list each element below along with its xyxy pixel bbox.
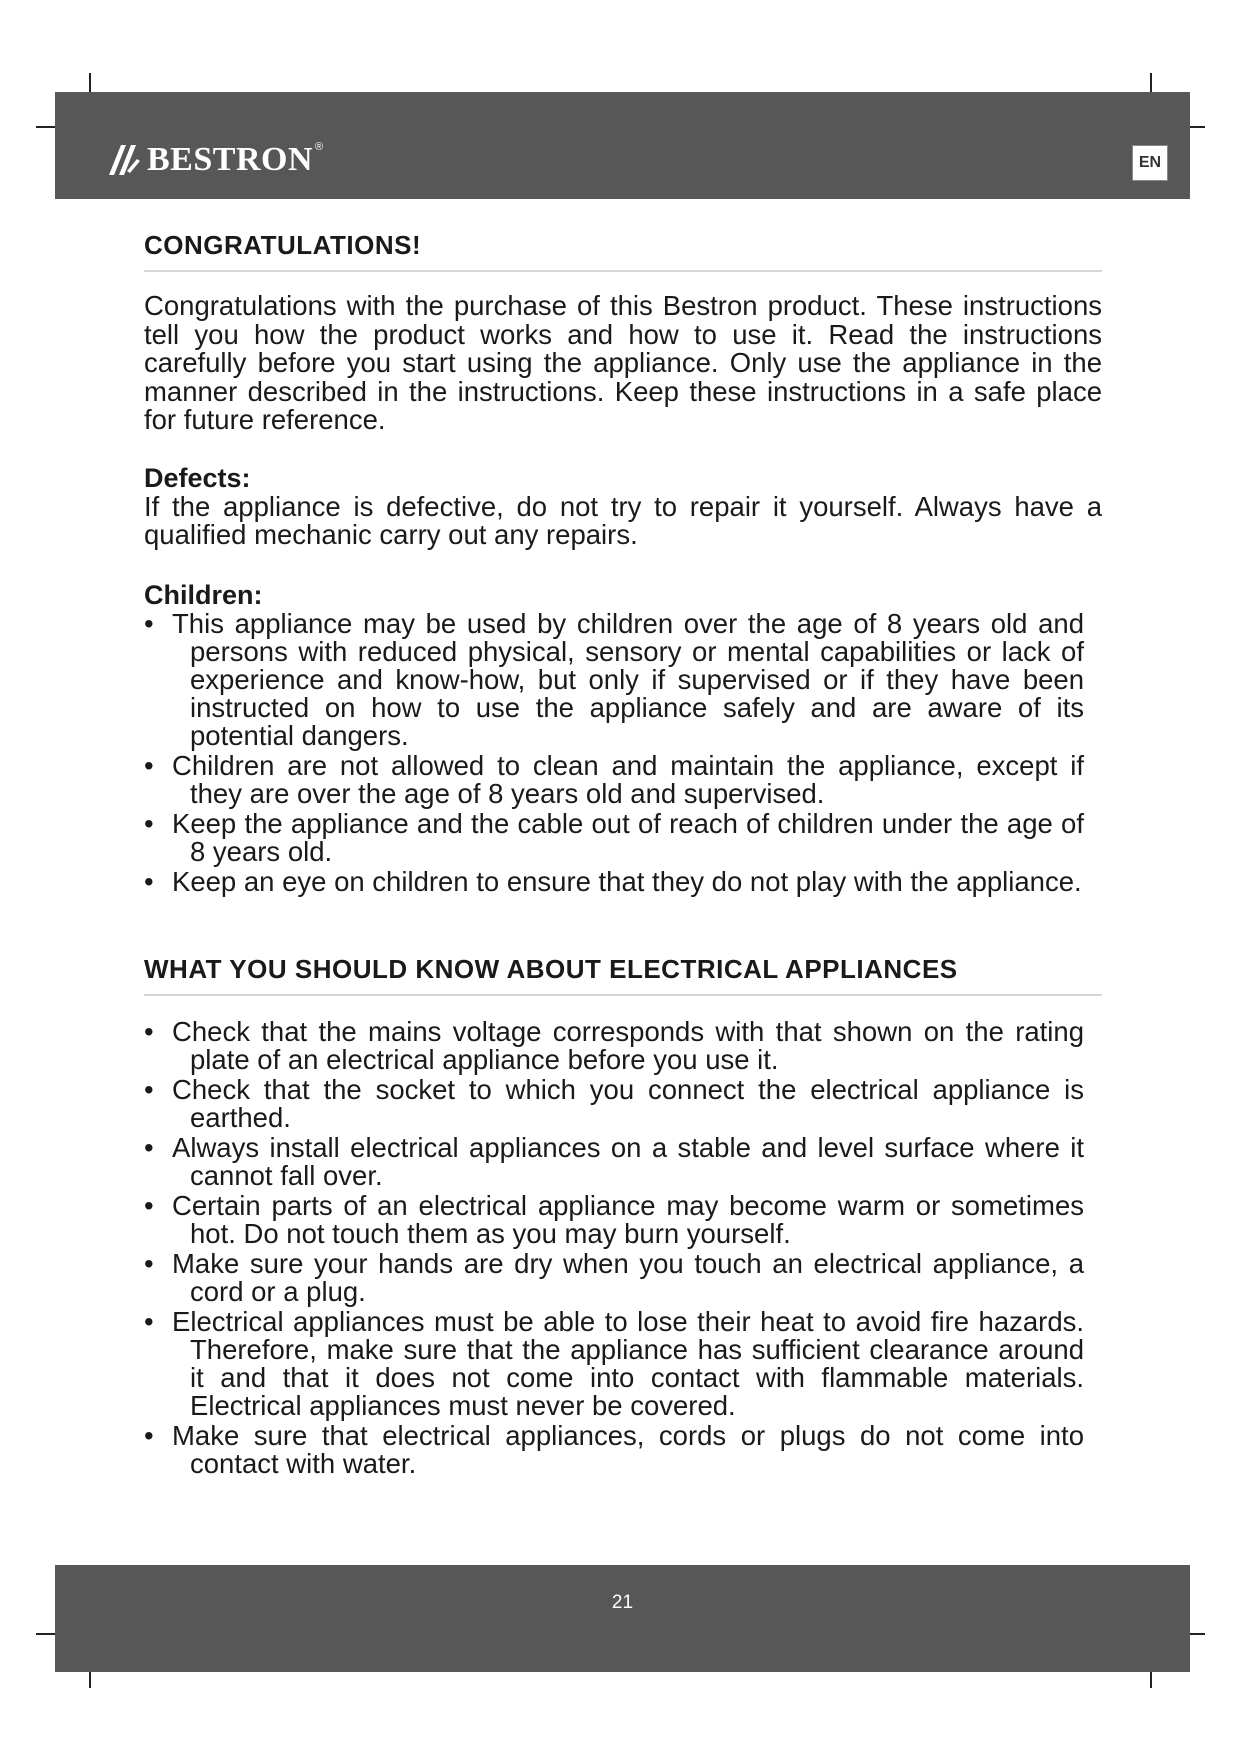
page-content	[144, 230, 1102, 1480]
language-badge: EN	[1132, 145, 1168, 181]
list-item	[144, 865, 1084, 897]
page-number: 21	[611, 1592, 634, 1613]
brand-name: BESTRON	[147, 141, 313, 178]
bullet-icon: •	[144, 749, 154, 781]
list-item	[144, 1189, 1084, 1249]
children-list	[144, 607, 1084, 897]
bullet-icon: •	[144, 1015, 154, 1047]
section-title-electrical: WHAT YOU SHOULD KNOW ABOUT ELECTRICAL APPLIANCES	[144, 954, 1102, 996]
bullet-icon: •	[144, 1189, 154, 1221]
list-item-text: Check that the socket to which you connect the electrical appliance is earthed.	[172, 1073, 1084, 1133]
bullet-icon: •	[144, 1305, 154, 1337]
list-item	[144, 1015, 1084, 1075]
list-item	[144, 1247, 1084, 1307]
list-item-text: Make sure that electrical appliances, cords or plugs do not come into contact with water.	[172, 1419, 1084, 1479]
list-item-text: Electrical appliances must be able to lose their heat to avoid fire hazards. Therefore, make sure that the appliance has sufficient clearance around it and that it does not come into contact with flammable materials. Electrical appliances must never be covered.	[172, 1305, 1084, 1421]
list-item-text: Check that the mains voltage corresponds with that shown on the rating plate of an electrical appliance before you use it.	[172, 1015, 1084, 1075]
list-item	[144, 1419, 1084, 1479]
defects-heading: Defects:	[144, 462, 251, 493]
list-item-text: Certain parts of an electrical appliance may become warm or sometimes hot. Do not touch them as you may burn yourself.	[172, 1189, 1084, 1249]
section-title-congratulations: CONGRATULATIONS!	[144, 230, 1102, 272]
list-item	[144, 607, 1084, 751]
brand-logo	[107, 141, 323, 179]
bullet-icon: •	[144, 1073, 154, 1105]
bullet-icon: •	[144, 1131, 154, 1163]
bullet-icon: •	[144, 865, 154, 897]
registered-mark: ®	[315, 141, 324, 153]
bullet-icon: •	[144, 607, 154, 639]
list-item	[144, 1131, 1084, 1191]
list-item-text: Keep the appliance and the cable out of reach of children under the age of 8 years old.	[172, 807, 1084, 867]
page-header	[55, 92, 1190, 199]
list-item-text: Make sure your hands are dry when you touch an electrical appliance, a cord or a plug.	[172, 1247, 1084, 1307]
bullet-icon: •	[144, 807, 154, 839]
defects-paragraph: If the appliance is defective, do not try to repair it yourself. Always have a qualified mechanic carry out any repairs.	[144, 490, 1102, 550]
list-item	[144, 749, 1084, 809]
list-item-text: Children are not allowed to clean and maintain the appliance, except if they are over the age of 8 years old and supervised.	[172, 749, 1084, 809]
page-footer	[55, 1565, 1190, 1672]
list-item-text: Always install electrical appliances on a stable and level surface where it cannot fall over.	[172, 1131, 1084, 1191]
list-item-text: This appliance may be used by children over the age of 8 years old and persons with reduced physical, sensory or mental capabilities or lack of experience and know-how, but only if supervised or if they have been instructed on how to use the appliance safely and are aware of its potential dangers.	[172, 607, 1084, 751]
bullet-icon: •	[144, 1247, 154, 1279]
list-item	[144, 1305, 1084, 1421]
intro-paragraph: Congratulations with the purchase of this Bestron product. These instructions tell you how the product works and how to use it. Read the instructions carefully before you start using the appliance. Only use the appliance in the manner described in the instructions. Keep these instructions in a safe place for future reference.	[144, 290, 1102, 435]
list-item	[144, 1073, 1084, 1133]
list-item	[144, 807, 1084, 867]
list-item-text: Keep an eye on children to ensure that they do not play with the appliance.	[172, 865, 1082, 897]
electrical-list	[144, 1015, 1084, 1479]
children-heading: Children:	[144, 579, 263, 610]
bullet-icon: •	[144, 1419, 154, 1451]
logo-chevrons-icon	[107, 141, 141, 179]
